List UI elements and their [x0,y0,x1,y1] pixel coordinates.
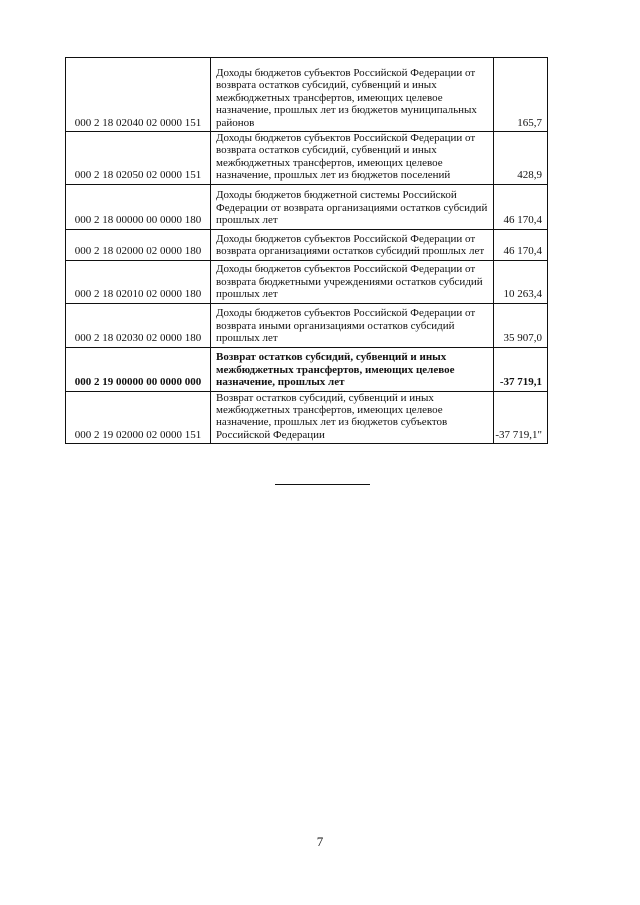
description-line: Доходы бюджетов субъектов Российской Федерации от [216,307,476,320]
row-description [211,391,494,444]
row-code: 000 2 18 02000 02 0000 180 [66,229,211,260]
description-line: прошлых лет [216,288,278,301]
description-line: возврата бюджетными учреждениями остатков субсидий [216,275,483,288]
description-line: межбюджетных трансфертов, имеющих целевое [216,404,443,417]
row-description [211,184,494,229]
description-line: назначение, прошлых лет из бюджетов поселений [216,169,451,182]
description-line: назначение, прошлых лет [216,376,345,389]
row-code: 000 2 18 02050 02 0000 151 [66,132,211,185]
row-description [211,303,494,347]
row-code: 000 2 18 02030 02 0000 180 [66,303,211,347]
description-line: Доходы бюджетов субъектов Российской Федерации от [216,132,476,144]
revenue-table [65,57,548,444]
table-row [66,391,548,444]
row-amount: -37 719,1 [494,347,548,391]
table-row [66,58,548,132]
table-row [66,132,548,185]
description-line: районов [216,116,255,129]
row-description [211,347,494,391]
table-row [66,303,548,347]
row-code: 000 2 18 02010 02 0000 180 [66,260,211,303]
description-line: Российской Федерации [216,428,325,441]
table-row [66,229,548,260]
description-line: Возврат остатков субсидий, субвенций и иных [216,351,447,364]
row-amount: 46 170,4 [494,229,548,260]
row-code: 000 2 19 02000 02 0000 151 [66,391,211,444]
table-row [66,260,548,303]
row-amount: 35 907,0 [494,303,548,347]
row-description [211,260,494,303]
row-amount: 165,7 [494,58,548,132]
description-line: межбюджетных трансфертов, имеющих целевое [216,91,443,104]
row-amount: 10 263,4 [494,260,548,303]
row-code: 000 2 18 00000 00 0000 180 [66,184,211,229]
page-number: 7 [316,834,324,849]
row-description [211,132,494,185]
row-amount: 46 170,4 [494,184,548,229]
description-line: межбюджетных трансфертов, имеющих целевое [216,363,455,376]
row-amount: -37 719,1" [494,391,548,444]
table-row [66,184,548,229]
description-line: возврата остатков субсидий, субвенций и иных [216,79,437,92]
description-line: назначение, прошлых лет из бюджетов муниципальных [216,104,477,117]
description-line: возврата организациями остатков субсидий прошлых лет [216,245,485,258]
description-line: межбюджетных трансфертов, имеющих целевое [216,156,443,169]
description-line: возврата иными организациями остатков субсидий [216,319,455,332]
description-line: Доходы бюджетов субъектов Российской Федерации от [216,66,476,79]
row-code: 000 2 19 00000 00 0000 000 [66,347,211,391]
row-amount: 428,9 [494,132,548,185]
description-line: прошлых лет [216,214,278,227]
description-line: Возврат остатков субсидий, субвенций и иных [216,391,434,404]
description-line: Доходы бюджетов бюджетной системы Российской [216,189,457,202]
description-line: Доходы бюджетов субъектов Российской Федерации от [216,263,476,276]
description-line: возврата остатков субсидий, субвенций и иных [216,144,437,157]
row-code: 000 2 18 02040 02 0000 151 [66,58,211,132]
row-description [211,229,494,260]
description-line: Федерации от возврата организациями остатков субсидий [216,201,488,214]
row-description [211,58,494,132]
table-row-total [66,347,548,391]
description-line: назначение, прошлых лет из бюджетов субъектов [216,416,448,429]
end-divider-line [275,484,370,485]
description-line: Доходы бюджетов субъектов Российской Федерации от [216,232,476,245]
description-line: прошлых лет [216,332,278,345]
